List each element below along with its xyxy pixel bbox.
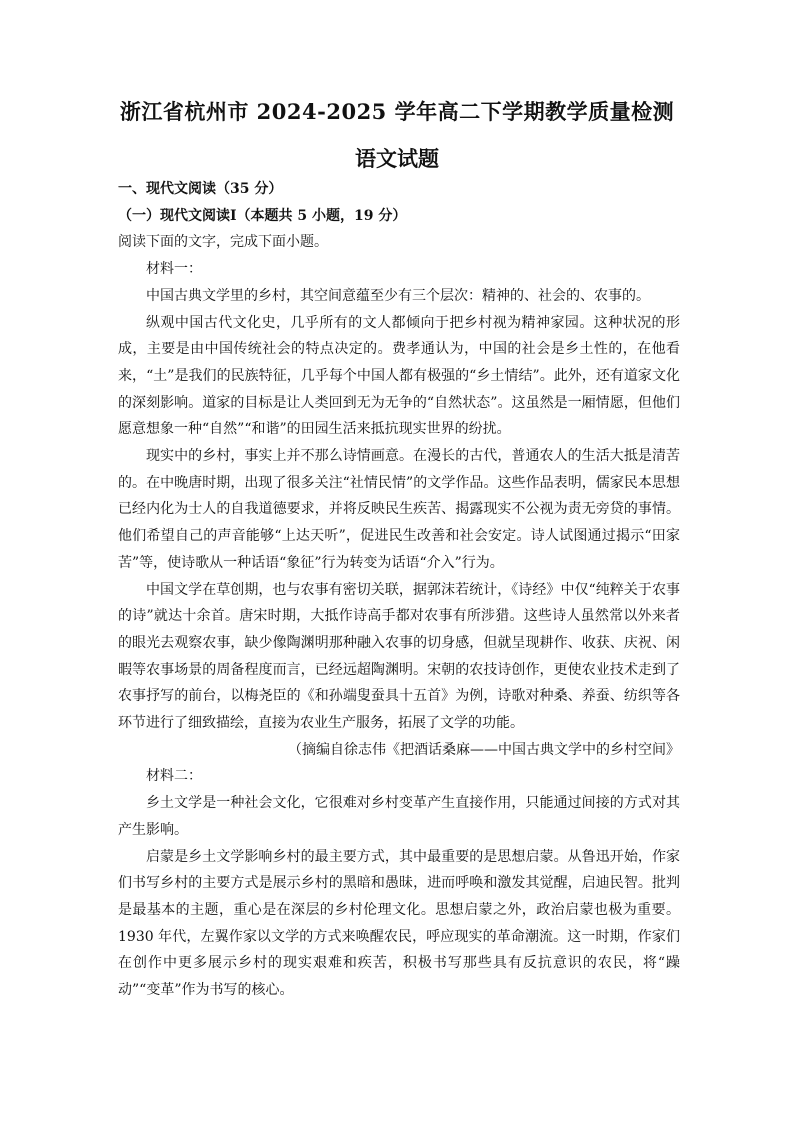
material-2-paragraph: 启蒙是乡土文学影响乡村的最主要方式，其中最重要的是思想启蒙。从鲁迅开始，作家们书写乡村的主要方式是展示乡村的黑暗和愚昧，进而呼唤和激发其觉醒，启迪民智。批判是最基本的主题，重心是在深层的乡村伦理文化。思想启蒙之外，政治启蒙也极为重要。1930 年代，左翼作家以文学的方式来唤醒农民，呼应现实的革命潮流。这一时期，作家们在创作中更多展示乡村的现实艰难和疾苦，积极书写那些具有反抗意识的农民，将“躁动”“变革”作为书写的核心。 [118, 848, 680, 999]
material-1-paragraph: 中国文学在草创期，也与农事有密切关联，据郭沫若统计，《诗经》中仅“纯粹关于农事的诗”就达十余首。唐宋时期，大抵作诗高手都对农事有所涉猎。这些诗人虽然常以外来者的眼光去观察农事，缺少像陶渊明那种融入农事的切身感，但就呈现耕作、收获、庆祝、闲暇等农事场景的周备程度而言，已经远超陶渊明。宋朝的农技诗创作，更使农业技术走到了农事抒写的前台，以梅尧臣的《和孙端叟蚕具十五首》为例，诗歌对种桑、养蚕、纺织等各环节进行了细致描绘，直接为农业生产服务，拓展了文学的功能。 [118, 581, 680, 732]
subsection-heading: （一）现代文阅读Ⅰ（本题共 5 小题，19 分） [118, 207, 407, 224]
material-2-paragraph: 乡土文学是一种社会文化，它很难对乡村变革产生直接作用，只能通过间接的方式对其产生影响。 [118, 795, 680, 838]
document-subtitle: 语文试题 [355, 146, 439, 171]
material-1-source: （摘编自徐志伟《把酒话桑麻——中国古典文学中的乡村空间》 [288, 741, 680, 758]
document-body [118, 176, 680, 1004]
material-1-paragraph: 中国古典文学里的乡村，其空间意蕴至少有三个层次：精神的、社会的、农事的。 [146, 287, 650, 304]
material-2-label: 材料二： [146, 768, 202, 785]
section-heading: 一、现代文阅读（35 分） [118, 181, 283, 197]
material-1-paragraph: 现实中的乡村，事实上并不那么诗情画意。在漫长的古代，普通农人的生活大抵是清苦的。在中晚唐时期，出现了很多关注“社情民情”的文学作品。这些作品表明，儒家民本思想已经内化为士人的自我道德要求，并将反映民生疾苦、揭露现实不公视为责无旁贷的事情。他们希望自己的声音能够“上达天听”，促进民生改善和社会安定。诗人试图通过揭示“田家苦”等，使诗歌从一种话语“象征”行为转变为话语“介入”行为。 [118, 448, 680, 571]
document-title: 浙江省杭州市 2024-2025 学年高二下学期教学质量检测 [119, 99, 675, 124]
material-1-paragraph: 纵观中国古代文化史，几乎所有的文人都倾向于把乡村视为精神家园。这种状况的形成，主要是由中国传统社会的特点决定的。费孝通认为，中国的社会是乡土性的，在他看来，“土”是我们的民族特征，几乎每个中国人都有极强的“乡土情结”。此外，还有道家文化的深刻影响。道家的目标是让人类回到无为无争的“自然状态”。这虽然是一厢情愿，但他们愿意想象一种“自然”“和谐”的田园生活来抵抗现实世界的纷扰。 [118, 314, 680, 438]
instruction-text: 阅读下面的文字，完成下面小题。 [118, 234, 328, 251]
material-1-label: 材料一： [146, 261, 202, 278]
